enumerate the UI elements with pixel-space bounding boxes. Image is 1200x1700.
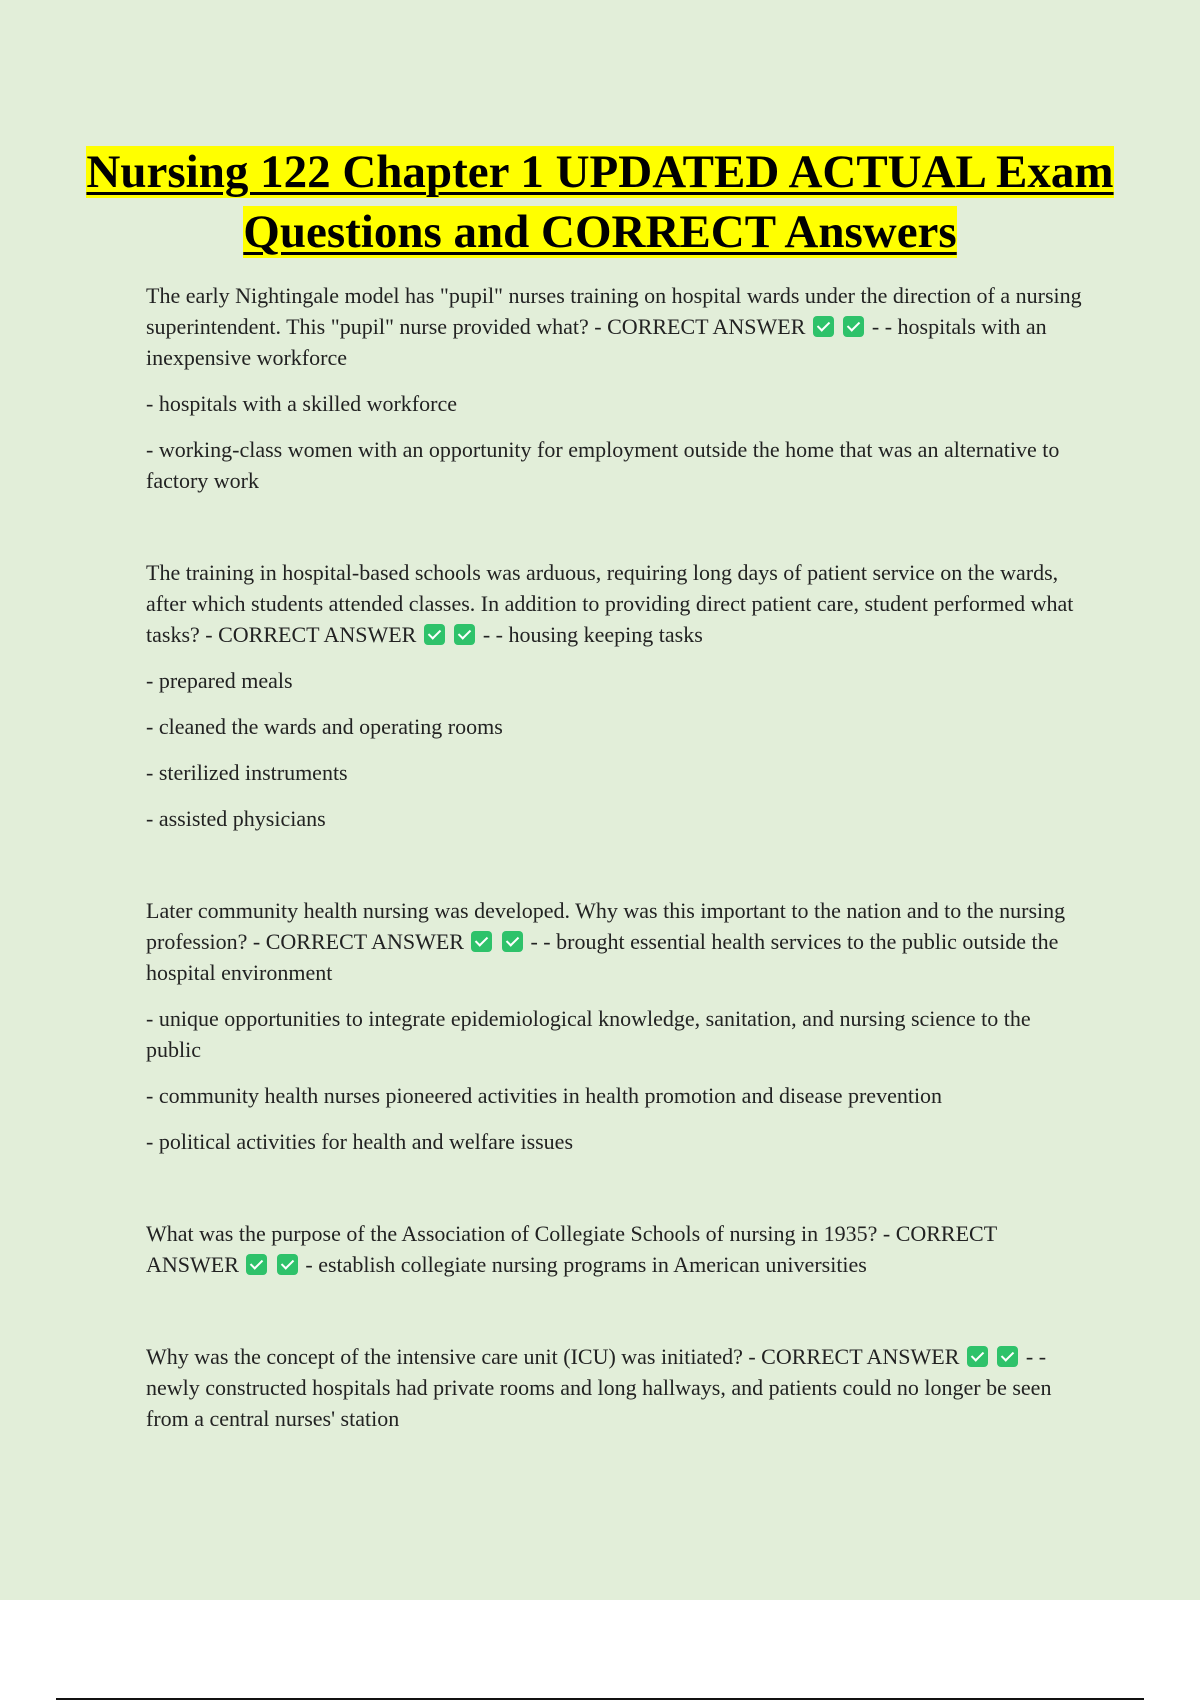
answer-option: - political activities for health and welfare issues: [146, 1129, 574, 1154]
green-checkbox-icon: [843, 316, 864, 337]
green-checkbox-icon: [813, 316, 834, 337]
question-2-text: The training in hospital-based schools was arduous, requiring long days of patient service on the wards, after which students attended classes. In addition to providing direct patient care, student performed what tasks? - CORRECT ANSWER: [146, 560, 1074, 647]
document-title: [60, 142, 1140, 262]
green-checkbox-icon: [502, 931, 523, 952]
question-4-text: What was the purpose of the Association of Collegiate Schools of nursing in 1935? - CORRECT ANSWER: [146, 1221, 997, 1277]
question-5: [146, 1341, 1086, 1434]
answer-option: - unique opportunities to integrate epidemiological knowledge, sanitation, and nursing science to the public: [146, 1006, 1031, 1062]
answer-5-text: - - newly constructed hospitals had private rooms and long hallways, and patients could no longer be seen from a central nurses' station: [146, 1344, 1052, 1431]
question-3-text: Later community health nursing was developed. Why was this important to the nation and to the nursing profession? - CORRECT ANSWER: [146, 898, 1066, 954]
green-checkbox-icon: [967, 1346, 988, 1367]
answer-1-text: - - hospitals with an inexpensive workforce: [146, 314, 1047, 370]
qa-item-5: [146, 1341, 1086, 1434]
answer-3-text: - - brought essential health services to the public outside the hospital environment: [146, 929, 1059, 985]
question-3: [146, 895, 1086, 988]
answer-2-text: - - housing keeping tasks: [482, 622, 703, 647]
qa-item-1: [146, 280, 1086, 496]
answer-option: - assisted physicians: [146, 806, 326, 831]
question-5-text: Why was the concept of the intensive care unit (ICU) was initiated? - CORRECT ANSWER: [146, 1344, 960, 1369]
qa-item-3: [146, 895, 1086, 1157]
green-checkbox-icon: [424, 624, 445, 645]
green-checkbox-icon: [246, 1254, 267, 1275]
green-checkbox-icon: [454, 624, 475, 645]
answer-option: - prepared meals: [146, 668, 293, 693]
question-1: [146, 280, 1086, 373]
answer-option: - sterilized instruments: [146, 760, 348, 785]
green-checkbox-icon: [277, 1254, 298, 1275]
question-1-text: The early Nightingale model has "pupil" nurses training on hospital wards under the direction of a nursing superintendent. This "pupil" nurse provided what? - CORRECT ANSWER: [146, 283, 1082, 339]
green-checkbox-icon: [471, 931, 492, 952]
answer-option: - working-class women with an opportunity for employment outside the home that was an alternative to factory work: [146, 437, 1060, 493]
qa-item-2: [146, 557, 1086, 834]
answer-option: - community health nurses pioneered activities in health promotion and disease prevention: [146, 1083, 943, 1108]
question-list: [146, 280, 1086, 1449]
green-checkbox-icon: [997, 1346, 1018, 1367]
question-2: [146, 557, 1086, 650]
document-title-text: Nursing 122 Chapter 1 UPDATED ACTUAL Exam Questions and CORRECT Answers: [86, 146, 1114, 258]
qa-item-4: [146, 1218, 1086, 1280]
answer-option: - cleaned the wards and operating rooms: [146, 714, 503, 739]
question-4: [146, 1218, 1086, 1280]
answer-option: - hospitals with a skilled workforce: [146, 391, 457, 416]
answer-4-text: - establish collegiate nursing programs in American universities: [305, 1252, 867, 1277]
